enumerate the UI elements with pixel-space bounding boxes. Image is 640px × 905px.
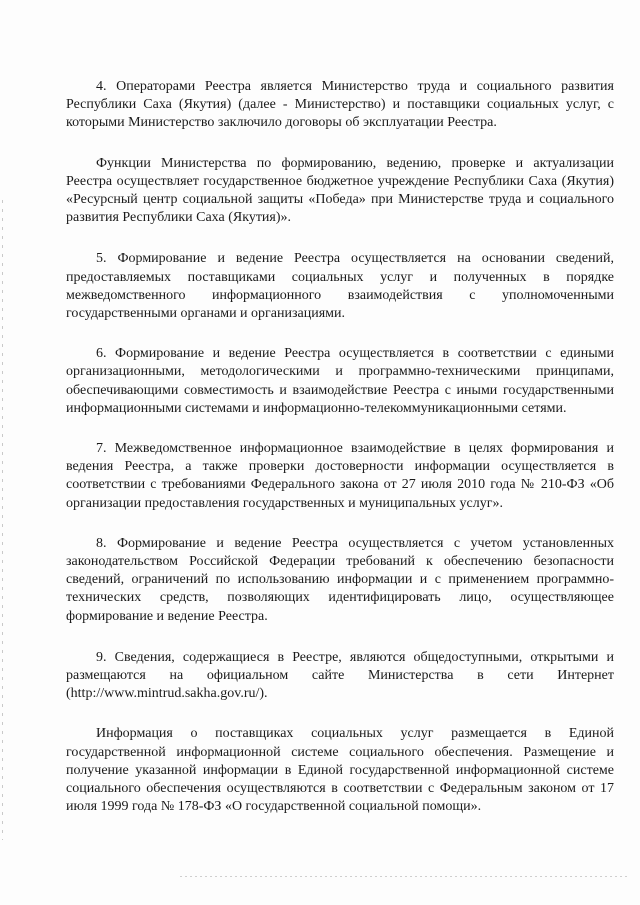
paragraph-4: 4. Операторами Реестра является Министерство труда и социального развития Республики Саха (Якутия) (далее - Министерство) и поставщики социальных услуг, с которыми Министерство заключило договоры об эксплуатации Реестра. [66,79,614,131]
paragraph-8: 8. Формирование и ведение Реестра осуществляется с учетом установленных законодательством Российской Федерации требований к обеспечению безопасности сведений, ограничений по использованию информации и с применением программно-технических средств, позволяющих идентифицировать лицо, осуществляющее формирование и ведение Реестра. [66,535,614,624]
paragraph-6: 6. Формирование и ведение Реестра осуществляется в соответствии с едиными организационными, методологическими и программно-техническими принципами, обеспечивающими совместимость и взаимодействие Реестра с иными государственными информационными системами и информационно-телекоммуникационными сетями. [66,346,614,416]
paragraph-provider-information: Информация о поставщиках социальных услуг размещается в Единой государственной информационной системе социального обеспечения. Размещение и получение указанной информации в Единой государственной информационной системе социального обеспечения осуществляются в соответствии с Федеральным законом от 17 июля 1999 года № 178-ФЗ «О государственной социальной помощи». [66,726,614,815]
paragraph-9: 9. Сведения, содержащиеся в Реестре, являются общедоступными, открытыми и размещаются на официальном сайте Министерства в сети Интернет (http://www.mintrud.sakha.gov.ru/). [66,649,614,702]
document-body [66,78,614,838]
scan-edge-artifact [2,200,3,840]
paragraph-5: 5. Формирование и ведение Реестра осуществляется на основании сведений, предоставляемых поставщиками социальных услуг и полученных в порядке межведомственного информационного взаимодействия с уполномоченными государственными органами и организациями. [66,251,614,322]
scan-bottom-artifact [180,876,630,877]
paragraph-ministry-functions: Функции Министерства по формированию, ведению, проверке и актуализации Реестра осуществляет государственное бюджетное учреждение Республики Саха (Якутия) «Ресурсный центр социальной защиты «Победа» при Министерстве труда и социального развития Республики Саха (Якутия)». [66,155,614,226]
paragraph-7: 7. Межведомственное информационное взаимодействие в целях формирования и ведения Реестра, а также проверки достоверности информации осуществляется в соответствии с требованиями Федерального закона от 27 июля 2010 года № 210-ФЗ «Об организации предоставления государственных и муниципальных услуг». [66,441,614,511]
